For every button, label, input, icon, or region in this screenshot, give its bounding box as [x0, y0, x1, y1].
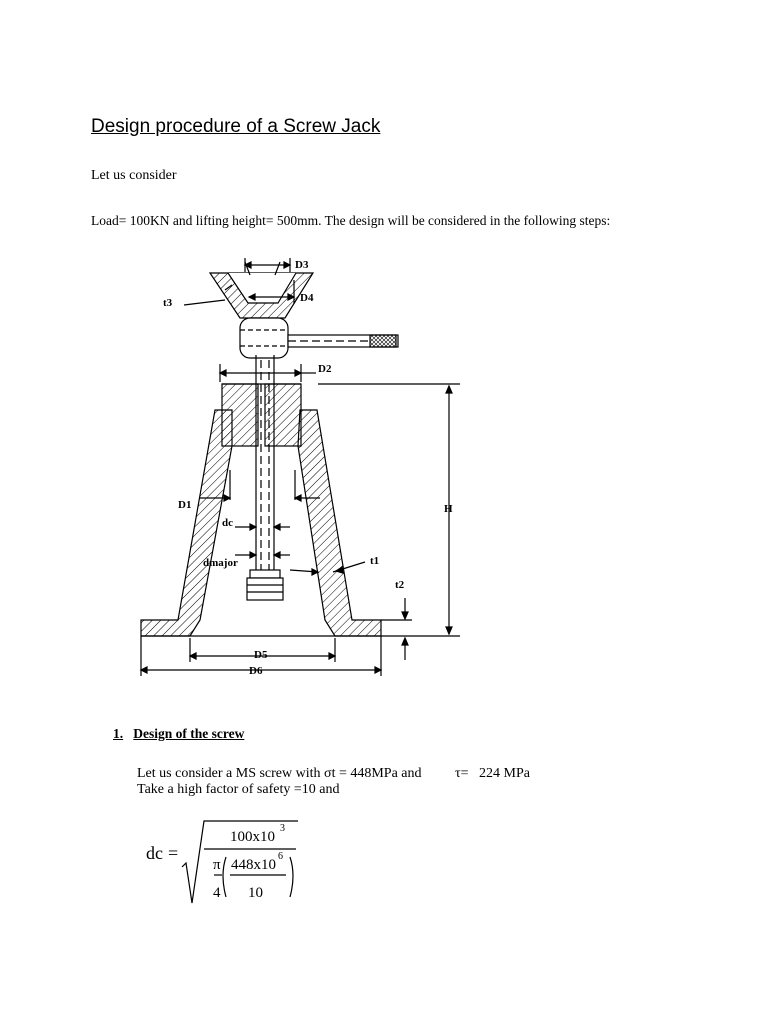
- dc-formula: [130, 815, 330, 915]
- tau-value: 224 MPa: [479, 766, 530, 781]
- label-d5: D5: [254, 649, 268, 661]
- label-t3: t3: [163, 297, 173, 309]
- label-d1: D1: [178, 499, 192, 511]
- body-left: [141, 410, 232, 636]
- material-text: Let us consider a MS screw with σt = 448MPa and: [137, 766, 422, 781]
- label-d6: D6: [249, 665, 263, 677]
- formula-inner-den: 10: [248, 885, 263, 901]
- material-statement: [137, 766, 530, 782]
- formula-inner-num: 448x10: [231, 857, 276, 873]
- label-dc: dc: [222, 517, 233, 529]
- safety-factor-text: Take a high factor of safety =10 and: [137, 782, 340, 797]
- label-d3: D3: [295, 259, 309, 271]
- formula-pi: π: [213, 857, 221, 873]
- load-statement: Load= 100KN and lifting height= 500mm. The design will be considered in the following steps:: [91, 213, 611, 228]
- section-title: Design of the screw: [133, 726, 245, 741]
- tau-symbol: τ=: [455, 766, 469, 781]
- formula-equals: =: [168, 843, 179, 863]
- page-title: Design procedure of a Screw Jack: [91, 116, 381, 137]
- formula-inner-exp: 6: [278, 851, 283, 862]
- nut-right: [265, 384, 301, 446]
- label-h: H: [444, 503, 453, 515]
- label-d2: D2: [318, 363, 332, 375]
- section-number: 1.: [113, 726, 124, 741]
- label-t2: t2: [395, 579, 405, 591]
- formula-numerator-exp: 3: [280, 823, 285, 834]
- label-d4: D4: [300, 292, 314, 304]
- formula-four: 4: [213, 885, 221, 901]
- section-heading: [113, 726, 244, 742]
- label-t1: t1: [370, 555, 380, 567]
- formula-lhs: dc: [146, 843, 163, 863]
- screw-head: [240, 318, 288, 358]
- intro-text: Let us consider: [91, 168, 177, 183]
- body-right: [298, 410, 381, 636]
- formula-numerator: 100x10: [230, 829, 275, 845]
- label-dmajor: dmajor: [203, 557, 238, 569]
